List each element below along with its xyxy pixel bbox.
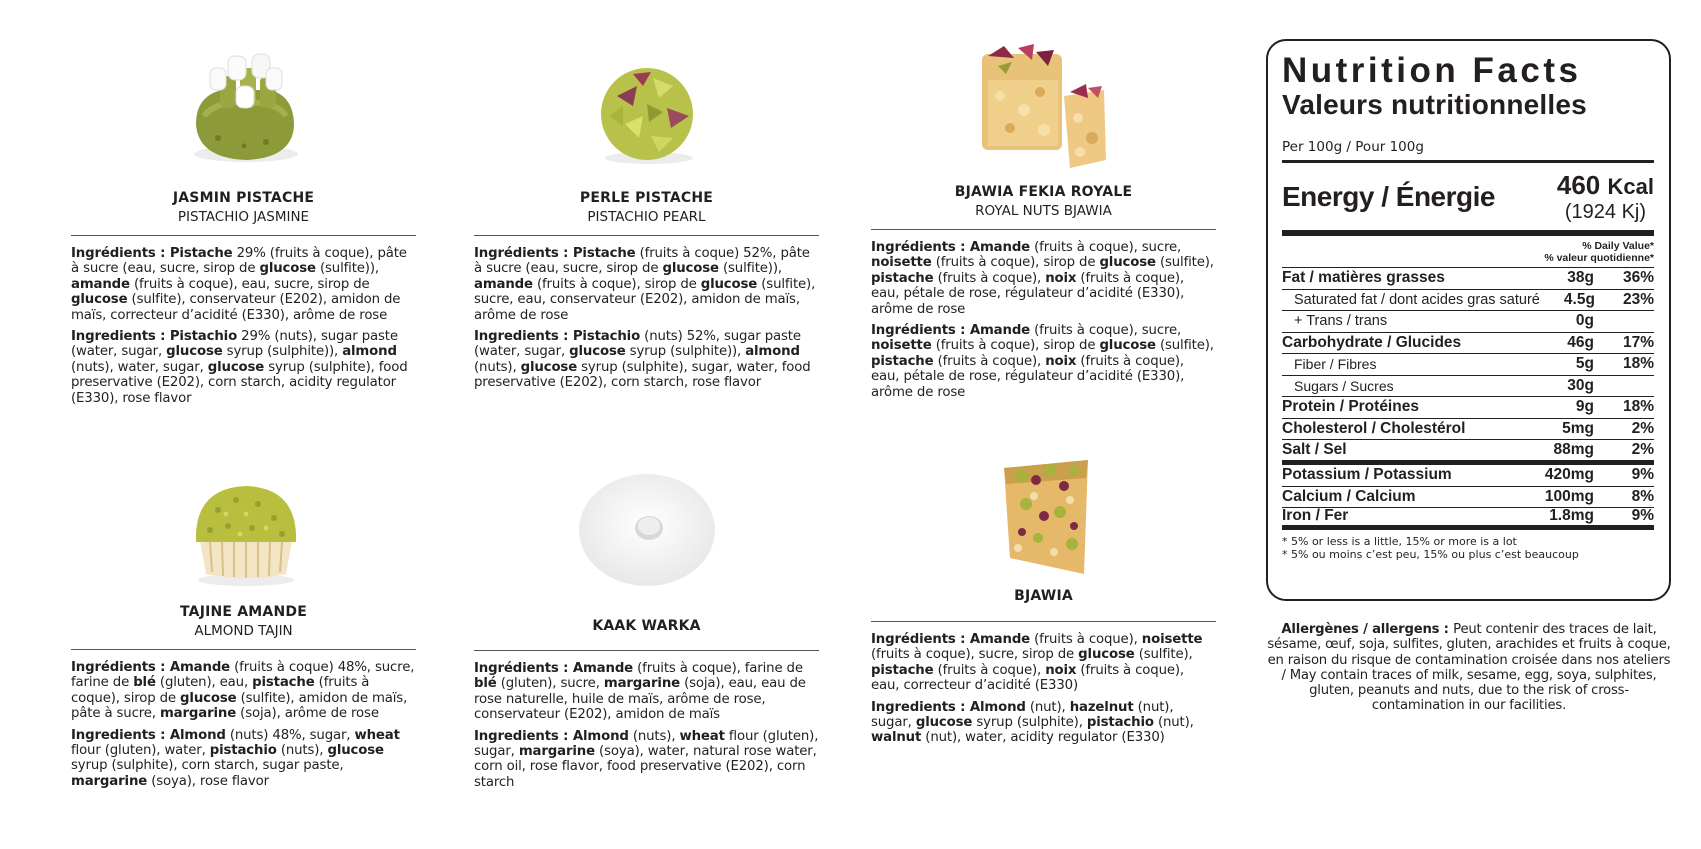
nutrient-name: Fat / matières grasses: [1282, 269, 1445, 287]
nutrition-title-fr: Valeurs nutritionnelles: [1282, 89, 1587, 120]
nutrient-amount: 88mg: [1553, 441, 1594, 458]
product-jasmin: [71, 46, 416, 406]
divider: [871, 621, 1216, 622]
nutrient-amount: 9g: [1575, 398, 1594, 416]
ingredients-en: Ingredients : Almond (nuts) 48%, sugar, wheat flour (gluten), water, pistachio (nuts), glucose syrup (sulphite), corn starch, sugar paste, margarine (soya), rose flavor: [71, 727, 400, 789]
product-name-en: ROYAL NUTS BJAWIA: [975, 203, 1112, 219]
product-name-fr: BJAWIA: [1014, 588, 1073, 604]
tajine-amande-image: [174, 470, 314, 590]
ingredients-fr: Ingrédients : Amande (fruits à coque), farine de blé (gluten), sucre, margarine (soja), eau, eau de rose naturelle, huile de maïs, arôme de rose, conservateur (E202), amidon de maïs: [474, 661, 806, 723]
daily-value-header: [1282, 236, 1654, 268]
ingredients-fr: Ingrédients : Amande (fruits à coque), sucre, noisette (fruits à coque), sirop de glucose (sulfite), pistache (fruits à coque), noix (fruits à coque), eau, pétale de rose, régulateur d’acidité (E330), arôme de rose: [871, 240, 1214, 317]
nutrient-name: Salt / Sel: [1282, 441, 1347, 458]
nutrient-amount: 100mg: [1544, 487, 1594, 505]
ingredients-fr: Ingrédients : Pistache 29% (fruits à coque), pâte à sucre (eau, sucre, sirop de glucose (sulfite)), amande (fruits à coque), eau, sucre, sirop de glucose (sulfite), conservateur (E202), amidon de maïs, correcteur d’acidité (E330), arôme de rose: [71, 246, 407, 323]
ingredients-fr: Ingrédients : Amande (fruits à coque), noisette (fruits à coque), sucre, sirop de glucose (sulfite), pistache (fruits à coque), noix (fruits à coque), eau, correcteur d’acidité (E330): [871, 632, 1203, 694]
nutrient-amount: 30g: [1567, 376, 1594, 394]
nutrient-row: [1282, 376, 1654, 398]
divider: [474, 235, 819, 236]
divider: [871, 229, 1216, 230]
nutrient-name: Cholesterol / Cholestérol: [1282, 419, 1466, 437]
nutrient-amount: 0g: [1575, 312, 1594, 330]
product-name-fr: JASMIN PISTACHE: [172, 190, 315, 206]
nutrition-facts-panel: [1266, 39, 1671, 601]
energy-kj: (1924 Kj): [1564, 201, 1647, 223]
product-name-fr: PERLE PISTACHE: [579, 190, 714, 206]
footnote-fr: * 5% ou moins c’est peu, 15% ou plus c’est beaucoup: [1282, 548, 1579, 561]
nutrient-name: Protein / Protéines: [1282, 398, 1419, 416]
nutrient-daily-value: 2%: [1631, 441, 1654, 458]
nutrient-daily-value: 9%: [1631, 507, 1654, 525]
nutrient-row: [1282, 290, 1654, 312]
nutrient-name: Calcium / Calcium: [1282, 487, 1416, 505]
ingredients: [871, 632, 1216, 746]
nutrient-daily-value: 17%: [1622, 333, 1654, 351]
product-bjawia: [871, 456, 1216, 746]
nutrient-daily-value: 9%: [1631, 466, 1654, 484]
divider: [71, 235, 416, 236]
energy-label: Energy / Énergie: [1282, 181, 1495, 212]
nutrient-amount: 46g: [1567, 333, 1594, 351]
divider: [71, 649, 416, 650]
ingredients-en: Ingredients : Pistachio (nuts) 52%, sugar paste (water, sugar, glucose syrup (sulphite)), almond (nuts), glucose syrup (sulphite), sugar, water, food preservative (E202), corn starch, rose flavor: [474, 329, 811, 391]
perle-pistache-image: [577, 46, 717, 176]
ingredients: [474, 246, 819, 391]
bjawia-fekia-image: [974, 40, 1114, 176]
ingredients-fr: Ingrédients : Amande (fruits à coque) 48%, sucre, farine de blé (gluten), eau, pistache (fruits à coque), sirop de glucose (sulfite), amidon de maïs, pâte à sucre, margarine (soja), arôme de rose: [71, 660, 415, 722]
product-name-en: PISTACHIO JASMINE: [177, 209, 310, 225]
energy-value: [1557, 171, 1654, 223]
energy-kcal: 460: [1556, 170, 1601, 200]
ingredients: [71, 246, 416, 406]
ingredients-fr: Ingrédients : Pistache (fruits à coque) 52%, pâte à sucre (eau, sucre, sirop de glucose (sulfite)), amande (fruits à coque), sirop de glucose (sulfite), sucre, eau, conservateur (E202), amidon de maïs, arôme de rose: [474, 246, 816, 323]
nutrient-row: [1282, 508, 1654, 530]
product-tajine: [71, 470, 416, 789]
nutrient-daily-value: 2%: [1631, 419, 1654, 437]
nutrient-row: [1282, 440, 1654, 465]
nutrition-title-en: Nutrition Facts: [1282, 51, 1582, 90]
nutrient-name: Saturated fat / dont acides gras saturé: [1294, 291, 1540, 308]
nutrient-row: [1282, 354, 1654, 376]
nutrient-daily-value: 18%: [1622, 398, 1654, 416]
ingredients-en: Ingredients : Pistachio 29% (nuts), sugar paste (water, sugar, glucose syrup (sulphite)), almond (nuts), water, sugar, glucose syrup (sulphite), food preservative (E202), corn starch, acidity regulator (E330), rose flavor: [71, 329, 408, 406]
nutrient-name: + Trans / trans: [1294, 313, 1388, 330]
product-name-fr: TAJINE AMANDE: [180, 604, 307, 620]
nutrient-row: [1282, 333, 1654, 355]
ingredients-en: Ingrédients : Amande (fruits à coque), sucre, noisette (fruits à coque), sirop de glucose (sulfite), pistache (fruits à coque), noix (fruits à coque), eau, pétale de rose, régulateur d’acidité (E330), arôme de rose: [871, 323, 1214, 400]
energy-row: [1282, 163, 1654, 236]
product-name-fr: BJAWIA FEKIA ROYALE: [954, 184, 1133, 200]
nutrient-amount: 38g: [1567, 269, 1594, 287]
ingredients: [871, 240, 1216, 400]
nutrient-name: Potassium / Potassium: [1282, 466, 1452, 484]
kaak-warka-image: [577, 470, 717, 590]
nutrient-amount: 420mg: [1544, 466, 1594, 484]
nutrient-rows: [1282, 268, 1654, 530]
allergens-notice: [1266, 622, 1672, 714]
nutrient-row: [1282, 397, 1654, 419]
divider: [474, 650, 819, 651]
nutrient-daily-value: 23%: [1622, 290, 1654, 308]
nutrient-daily-value: 18%: [1622, 355, 1654, 373]
ingredients: [474, 661, 819, 790]
nutrient-row: [1282, 465, 1654, 487]
product-name-fr: KAAK WARKA: [592, 618, 701, 634]
nutrient-row: [1282, 419, 1654, 441]
nutrient-daily-value: 8%: [1631, 487, 1654, 505]
product-fekia: [871, 40, 1216, 400]
nutrient-row: [1282, 487, 1654, 509]
serving-size: Per 100g / Pour 100g: [1282, 139, 1654, 163]
nutrient-name: Fiber / Fibres: [1294, 356, 1377, 373]
nutrient-amount: 5g: [1575, 355, 1594, 373]
ingredients-en: Ingredients : Almond (nuts), wheat flour (gluten), sugar, margarine (soya), water, natural rose water, corn oil, rose flavor, food preservative (E202), corn starch: [474, 728, 819, 790]
daily-value-fr: % valeur quotidienne*: [1544, 252, 1654, 264]
ingredients-en: Ingredients : Almond (nut), hazelnut (nut), sugar, glucose syrup (sulphite), pistachio (nut), walnut (nut), water, acidity regulator (E330): [871, 699, 1194, 746]
bjawia-image: [974, 456, 1114, 580]
ingredients: [71, 660, 416, 789]
jasmin-pistache-image: [174, 46, 314, 176]
nutrient-name: Carbohydrate / Glucides: [1282, 333, 1462, 351]
nutrient-name: Sugars / Sucres: [1294, 377, 1394, 394]
nutrient-amount: 4.5g: [1563, 290, 1595, 308]
nutrient-amount: 1.8mg: [1549, 507, 1594, 525]
product-kaak: [474, 470, 819, 790]
product-name-en: ALMOND TAJIN: [194, 623, 293, 639]
product-perle: [474, 46, 819, 391]
allergens-label: Allergènes / allergens :: [1281, 622, 1454, 637]
daily-value-en: % Daily Value*: [1582, 240, 1654, 252]
nutrition-footnote: [1282, 535, 1654, 562]
energy-kcal-unit: Kcal: [1607, 174, 1654, 199]
allergens-text: Peut contenir des traces de lait, sésame, œuf, soja, sulfites, gluten, arachides et fruits à coque, en raison du risque de contamination croisée dans nos ateliers / May contain traces of milk, sesame, egg, soya, sulphites, gluten, peanuts and nuts, due to the risk of cross-contamination in our facilities.: [1267, 622, 1671, 714]
nutrient-row: [1282, 311, 1654, 333]
footnote-en: * 5% or less is a little, 15% or more is a lot: [1282, 534, 1517, 548]
nutrient-row: [1282, 268, 1654, 290]
product-name-en: PISTACHIO PEARL: [587, 209, 706, 225]
nutrient-daily-value: 36%: [1622, 269, 1654, 287]
nutrient-name: Iron / Fer: [1282, 507, 1349, 525]
nutrient-amount: 5mg: [1562, 419, 1594, 437]
